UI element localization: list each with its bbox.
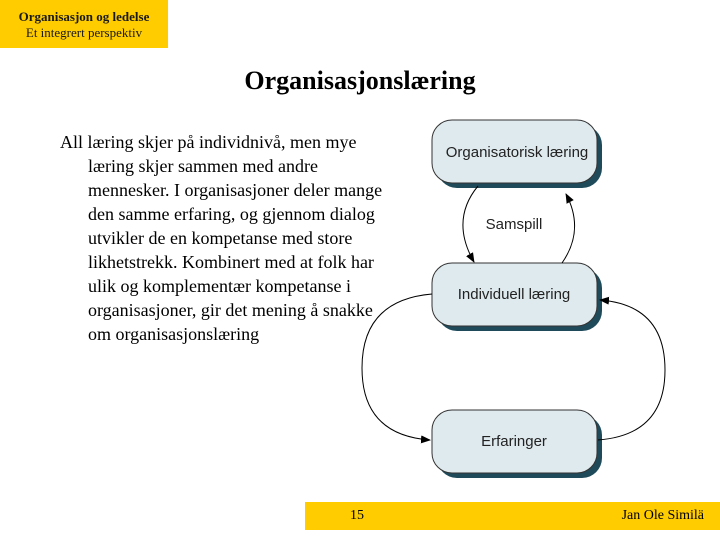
author: Jan Ole Similä (621, 508, 704, 523)
course-subtitle: Et integrert perspektiv (25, 25, 143, 40)
slide-title: Organisasjonslæring (244, 66, 476, 95)
box-organizational-learning (432, 120, 602, 188)
course-title: Organisasjon og ledelse (18, 9, 150, 24)
box-bottom-label: Erfaringer (481, 433, 547, 450)
page-number: 15 (350, 508, 364, 523)
slide-body-text: All læring skjer på individnivå, men mye læring skjer sammen med andre mennesker. I organisasjoner deler mange den samme erfaring, og gjennom dialog utvikler de en kompetanse med store likhetstrekk. Kombinert med at folk har ulik og komplementær kompetanse i organisasjoner, gir det mening å snakke om organisasjonslæring (60, 132, 383, 344)
arrow-individual-to-org (562, 194, 575, 263)
box-individual-learning (432, 263, 602, 331)
interaction-label: Samspill (485, 216, 543, 233)
arrow-individual-to-experience (362, 294, 432, 440)
box-top-label: Organisatorisk læring (445, 144, 589, 161)
box-experiences (432, 410, 602, 478)
arrow-org-to-individual (463, 186, 478, 262)
box-middle-label: Individuell læring (457, 286, 571, 303)
footer-bar (305, 502, 720, 530)
arrow-experience-to-individual (598, 300, 665, 440)
